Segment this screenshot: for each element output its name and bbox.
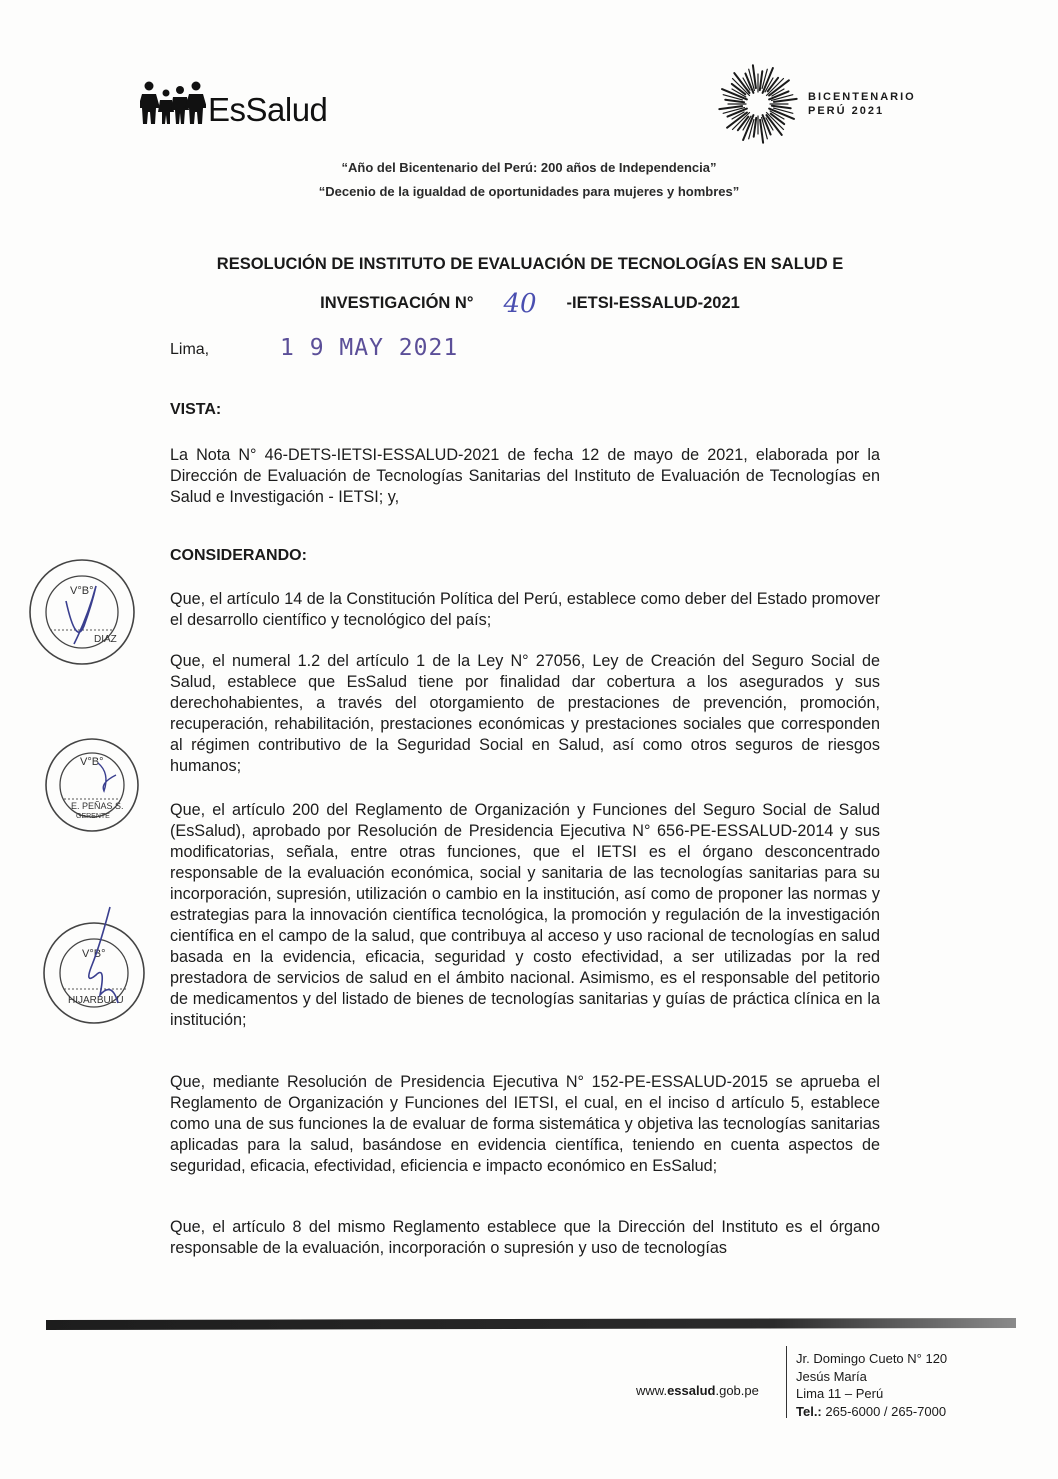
- seal-2-name: E. PEÑAS S.: [71, 801, 124, 811]
- resolution-title-line-2: [120, 285, 940, 319]
- address-line-1: Jr. Domingo Cueto N° 120: [796, 1351, 948, 1366]
- considerando-paragraph-5: Que, el artículo 8 del mismo Reglamento establece que la Dirección del Instituto es el órgano responsable de la evaluación, incorporación o supresión y uso de tecnologías: [170, 1218, 880, 1257]
- place-label: Lima,: [170, 341, 210, 358]
- sun-rays-emblem-icon: [716, 62, 800, 146]
- date-stamp: 1 9 MAY 2021: [280, 335, 459, 361]
- bicentenario-logo: [716, 62, 916, 146]
- seal-2-role: GERENTE: [76, 813, 110, 820]
- considerando-paragraph-2: Que, el numeral 1.2 del artículo 1 de la Ley N° 27056, Ley de Creación del Seguro Social de Salud, establece que EsSalud tiene por finalidad dar cobertura a los asegurados y sus derechohabientes, a través del otorgamiento de prestaciones de prevención, promoción, recuperación, rehabilitación, prestaciones económicas y prestaciones sociales que corresponden al régimen contributivo de la Seguridad Social en Salud, así como otros seguros de riesgos humanos;: [170, 652, 880, 775]
- footer-address: [796, 1350, 947, 1420]
- seal-3-vobo: V°B°: [82, 948, 106, 960]
- approval-seal-2: [38, 735, 146, 835]
- considerando-paragraph-1: Que, el artículo 14 de la Constitución Política del Perú, establece como deber del Estado promover el desarrollo científico y tecnológico del país;: [170, 590, 880, 629]
- bicentenario-label: BICENTENARIO: [808, 91, 916, 103]
- footer-website: www.essalud.gob.pe: [636, 1383, 759, 1398]
- footer-phone: Tel.: 265-6000 / 265-7000: [796, 1403, 947, 1419]
- handwritten-resolution-number: 40: [503, 289, 537, 319]
- address-line-3: Lima 11 – Perú: [796, 1386, 884, 1401]
- family-figures-icon: [140, 80, 206, 126]
- bicentenario-year: PERÚ 2021: [808, 105, 885, 117]
- approval-seal-1: [26, 556, 138, 668]
- considerando-paragraph-3: Que, el artículo 200 del Reglamento de Organización y Funciones del Seguro Social de Salud (EsSalud), aprobado por Resolución de Presidencia Ejecutiva N° 656-PE-ESSALUD-2014 y sus modificatorias, señala, entre otras funciones, que el IETSI es el órgano desconcentrado responsable de la evaluación económica, social y sanitaria de las tecnologías sanitarias para su incorporación, supresión, utilización o cambio en la institución, así como de proponer las normas y estrategias para la innovación científica tecnológica, la promoción y regulación de la investigación científica en el campo de la salud, que contribuya al acceso y uso racional de tecnologías en salud basada en la evidencia, eficacia, seguridad y costo efectividad, a ser utilizadas por la red prestadora de servicios de salud en el ámbito nacional. Asimismo, es el responsable del petitorio de medicamentos y del listado de bienes de tecnologías sanitarias y guías de práctica clínica en la institución;: [170, 801, 880, 1029]
- considerando-heading: CONSIDERANDO:: [170, 547, 307, 564]
- essalud-logo: [140, 80, 327, 126]
- footer-rule: [46, 1318, 1016, 1330]
- seal-1-name: DIAZ: [94, 634, 117, 645]
- considerando-paragraph-4: Que, mediante Resolución de Presidencia Ejecutiva N° 152-PE-ESSALUD-2015 se aprueba el Reglamento de Organización y Funciones del IETSI, el cual, en el inciso d artículo 5, establece como una de sus funciones la de evaluar de forma sistemática y objetiva las tecnologías sanitarias aplicadas para la salud, basándose en evidencia científica, teniendo en cuenta aspectos de seguridad, eficacia, efectividad, eficiencia e impacto económico en EsSalud;: [170, 1073, 880, 1175]
- logo-wordmark: EsSalud: [208, 91, 328, 128]
- resolution-title-suffix: -IETSI-ESSALUD-2021: [566, 294, 740, 312]
- vista-paragraph: La Nota N° 46-DETS-IETSI-ESSALUD-2021 de fecha 12 de mayo de 2021, elaborada por la Dirección de Evaluación de Tecnologías Sanitarias del Instituto de Evaluación de Tecnologías en Salud e Investigación - IETSI; y,: [170, 446, 880, 506]
- address-line-2: Jesús María: [796, 1368, 867, 1384]
- seal-1-vobo: V°B°: [70, 585, 94, 597]
- motto-line-1: “Año del Bicentenario del Perú: 200 años de Independencia”: [341, 160, 717, 175]
- resolution-title-prefix: INVESTIGACIÓN N°: [320, 294, 474, 312]
- footer-divider: [786, 1346, 787, 1418]
- resolution-title-line-1: RESOLUCIÓN DE INSTITUTO DE EVALUACIÓN DE TECNOLOGÍAS EN SALUD E: [216, 255, 844, 273]
- seal-3-name: HIJARBULU: [68, 995, 124, 1006]
- motto-line-2: “Decenio de la igualdad de oportunidades para mujeres y hombres”: [318, 184, 740, 199]
- seal-2-vobo: V°B°: [80, 756, 104, 768]
- vista-heading: VISTA:: [170, 401, 222, 418]
- approval-seal-3: [40, 905, 148, 1035]
